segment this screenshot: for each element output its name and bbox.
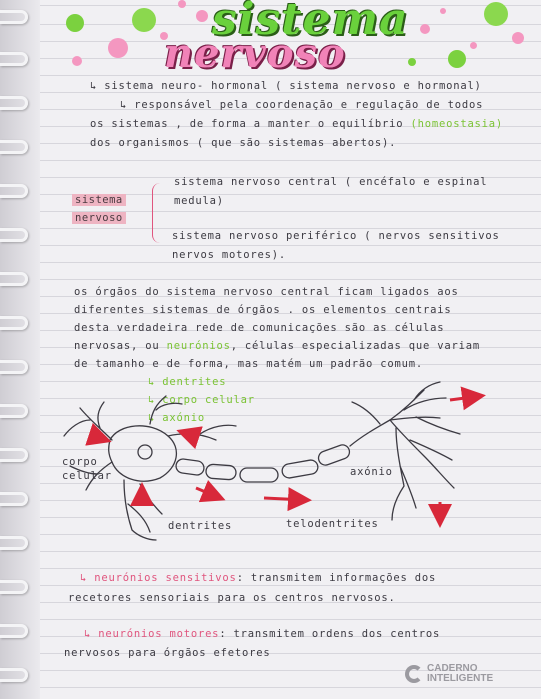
paragraph-line: de tamanho e de forma, mas matém um padrão comum. bbox=[74, 358, 423, 370]
cell-body-shape bbox=[109, 426, 177, 481]
sensory-neurons-line bbox=[80, 572, 436, 584]
intro-line: ↳ sistema neuro- hormonal ( sistema nervoso e hormonal) bbox=[90, 80, 482, 92]
signal-arrow bbox=[196, 488, 220, 498]
paragraph-text: , células especializadas que variam bbox=[230, 340, 480, 352]
sensory-definition-line: recetores sensoriais para os centros nervosos. bbox=[68, 592, 396, 604]
label-telodendrites: telodentrites bbox=[286, 518, 379, 530]
homeostasis-term: (homeostasia) bbox=[410, 118, 504, 130]
label-nervoso: nervoso bbox=[72, 212, 126, 224]
central-line: sistema nervoso central ( encéfalo e espinal bbox=[174, 176, 488, 188]
label-cell-body: corpo bbox=[62, 456, 98, 468]
part-axon: ↳ axónio bbox=[148, 412, 205, 424]
motor-definition-line: nervosos para órgãos efetores bbox=[64, 647, 271, 659]
central-line: medula) bbox=[174, 195, 224, 207]
logo-line: INTELIGENTE bbox=[427, 673, 494, 684]
motor-definition: : transmitem ordens dos centros bbox=[219, 628, 441, 640]
motor-neurons-term: ↳ neurónios motores bbox=[84, 628, 220, 640]
logo-line: CADERNO bbox=[427, 663, 478, 674]
label-cell-body: celular bbox=[62, 470, 112, 482]
label-dendrites: dentrites bbox=[168, 520, 233, 532]
signal-arrow bbox=[94, 436, 106, 440]
title-line-1: sistema bbox=[212, 0, 409, 45]
peripheral-line: nervos motores). bbox=[172, 249, 286, 261]
sensory-neurons-term: ↳ neurónios sensitivos bbox=[80, 572, 237, 584]
intro-line: dos organismos ( que são sistemas abertos). bbox=[90, 137, 397, 149]
paragraph-line: desta verdadeira rede de comunicações são as células bbox=[74, 322, 445, 334]
signal-arrow bbox=[264, 498, 306, 500]
paragraph-line: diferentes sistemas de órgãos . os elementos centrais bbox=[74, 304, 452, 316]
intro-line: ↳ responsável pela coordenação e regulação de todos bbox=[120, 99, 484, 111]
motor-neurons-line bbox=[84, 628, 440, 640]
logo-text bbox=[427, 664, 493, 684]
signal-arrow bbox=[182, 432, 194, 436]
paragraph-text: nervosas, ou bbox=[74, 340, 167, 352]
label-axon: axónio bbox=[350, 466, 393, 478]
neurons-term: neurónios bbox=[166, 340, 231, 352]
logo-c-icon bbox=[405, 665, 423, 683]
label-sistema: sistema bbox=[72, 194, 126, 206]
intro-text: os sistemas , de forma a manter o equilíbrio bbox=[90, 118, 411, 130]
signal-arrow bbox=[450, 396, 480, 400]
sensory-definition: : transmitem informações dos bbox=[236, 572, 437, 584]
part-cell-body: ↳ corpo celular bbox=[148, 394, 255, 406]
brand-logo bbox=[405, 664, 493, 684]
nucleus bbox=[138, 445, 152, 459]
peripheral-line: sistema nervoso periférico ( nervos sensitivos bbox=[172, 230, 500, 242]
title-line-2: nervoso bbox=[164, 30, 346, 77]
part-dendrites: ↳ dentrites bbox=[148, 376, 227, 388]
paragraph-line: os órgãos do sistema nervoso central ficam ligados aos bbox=[74, 286, 459, 298]
